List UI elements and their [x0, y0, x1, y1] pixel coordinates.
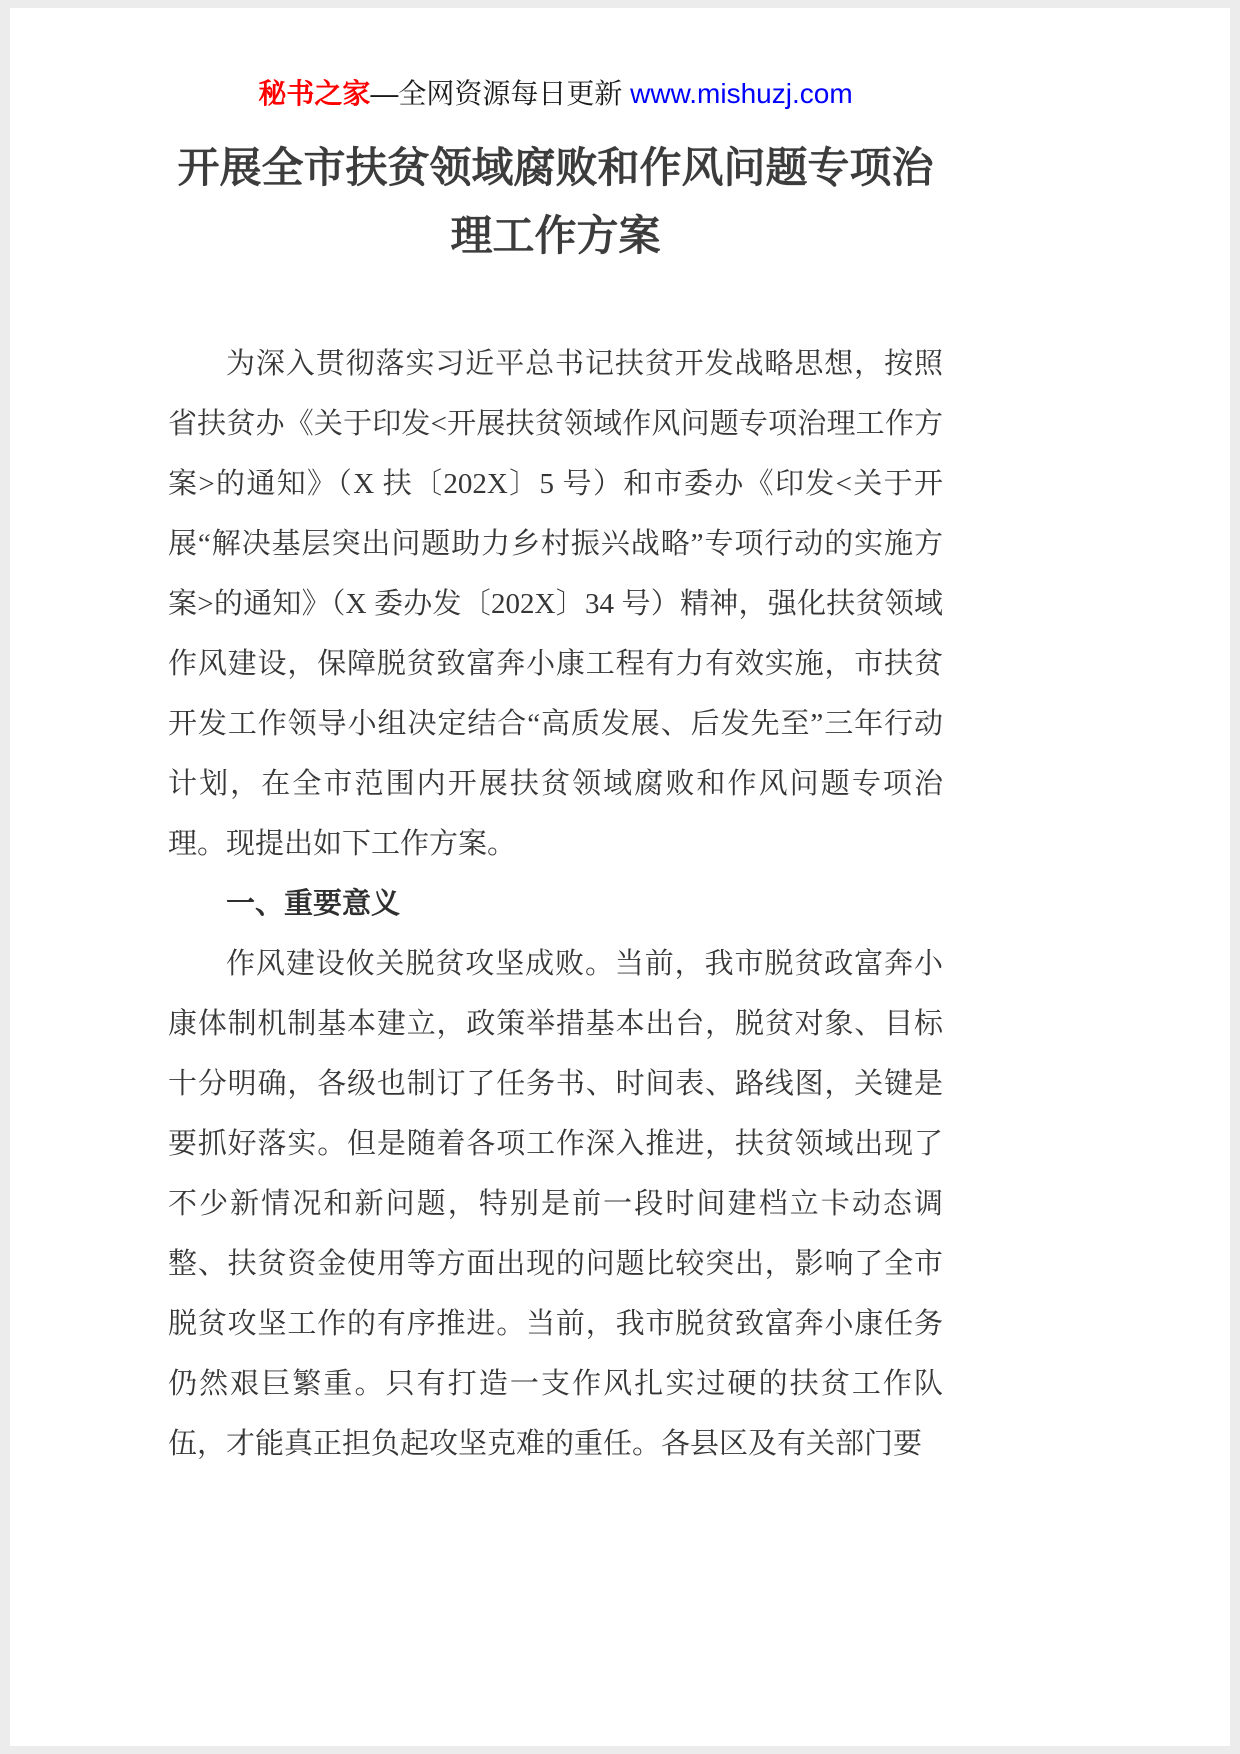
document-title: 开展全市扶贫领域腐败和作风问题专项治理工作方案 [177, 144, 934, 259]
document-body [168, 334, 943, 1474]
site-url-link[interactable]: www.mishuzj.com [630, 78, 853, 109]
content-column [168, 8, 943, 1474]
site-name: 秘书之家 [258, 78, 371, 109]
section-paragraph: 作风建设攸关脱贫攻坚成败。当前，我市脱贫政富奔小康体制机制基本建立，政策举措基本出台，脱贫对象、目标十分明确，各级也制订了任务书、时间表、路线图，关键是要抓好落实。但是随着各项工作深入推进，扶贫领域出现了不少新情况和新问题，特别是前一段时间建档立卡动态调整、扶贫资金使用等方面出现的问题比较突出，影响了全市脱贫攻坚工作的有序推进。当前，我市脱贫致富奔小康任务仍然艰巨繁重。只有打造一支作风扎实过硬的扶贫工作队伍，才能真正担负起攻坚克难的重任。各县区及有关部门要 [168, 948, 943, 1460]
site-banner [168, 8, 943, 114]
document-page [10, 8, 1230, 1746]
intro-paragraph: 为深入贯彻落实习近平总书记扶贫开发战略思想，按照省扶贫办《关于印发<开展扶贫领域作风问题专项治理工作方案>的通知》（X 扶〔202X〕5 号）和市委办《印发<关于开展“解决基层突出问题助力乡村振兴战略”专项行动的实施方案>的通知》（X 委办发〔202X〕34 号）精神，强化扶贫领域作风建设，保障脱贫致富奔小康工程有力有效实施，市扶贫开发工作领导小组决定结合“高质发展、后发先至”三年行动计划，在全市范围内开展扶贫领域腐败和作风问题专项治理。现提出如下工作方案。 [168, 348, 943, 860]
site-tagline: —全网资源每日更新 [370, 78, 631, 109]
section-heading-importance: 一、重要意义 [226, 888, 401, 920]
